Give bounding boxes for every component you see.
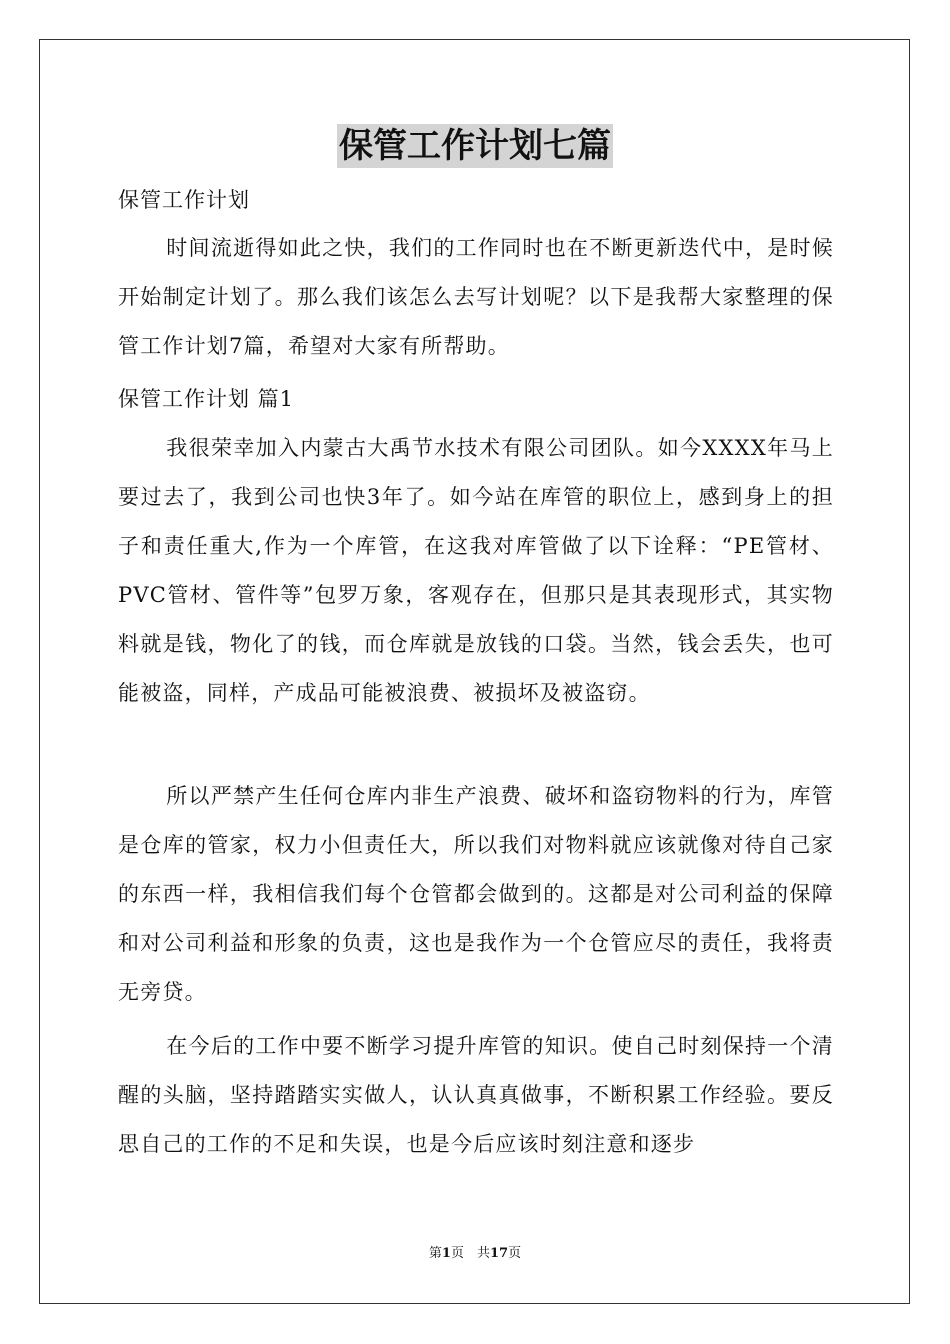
footer-page-prefix: 第 (428, 1246, 442, 1261)
body-paragraph-2: 所以严禁产生任何仓库内非生产浪费、破坏和盗窃物料的行为，库管是仓库的管家，权力小但责任大，所以我们对物料就应该就像对待自己家的东西一样，我相信我们每个仓管都会做到的。这都是对公司利益的保障和对公司利益和形象的负责，这也是我作为一个仓管应尽的责任，我将责无旁贷。 (118, 784, 834, 1004)
page-footer (0, 1245, 950, 1263)
document-subtitle: 保管工作计划 (118, 188, 250, 212)
footer-page-suffix: 页 (508, 1246, 522, 1261)
footer-page-number: 1 (441, 1246, 451, 1261)
footer-page-mid: 页 共 (450, 1246, 490, 1261)
title-wrap (0, 124, 950, 168)
intro-paragraph: 时间流逝得如此之快，我们的工作同时也在不断更新迭代中，是时候开始制定计划了。那么我们该怎么去写计划呢？以下是我帮大家整理的保管工作计划7篇，希望对大家有所帮助。 (118, 236, 834, 358)
body-paragraph-1: 我很荣幸加入内蒙古大禹节水技术有限公司团队。如今XXXX年马上要过去了，我到公司也快3年了。如今站在库管的职位上，感到身上的担子和责任重大,作为一个库管，在这我对库管做了以下诠释：“PE管材、PVC管材、管件等”包罗万象，客观存在，但那只是其表现形式，其实物料就是钱，物化了的钱，而仓库就是放钱的口袋。当然，钱会丢失，也可能被盗，同样，产成品可能被浪费、被损坏及被盗窃。 (118, 436, 834, 705)
document-title: 保管工作计划七篇 (339, 126, 611, 166)
section-heading: 保管工作计划 篇1 (118, 387, 295, 411)
footer-total-pages: 17 (489, 1246, 509, 1261)
body-paragraph-3: 在今后的工作中要不断学习提升库管的知识。使自己时刻保持一个清醒的头脑，坚持踏踏实实做人，认认真真做事，不断积累工作经验。要反思自己的工作的不足和失误，也是今后应该时刻注意和逐步 (118, 1034, 834, 1156)
